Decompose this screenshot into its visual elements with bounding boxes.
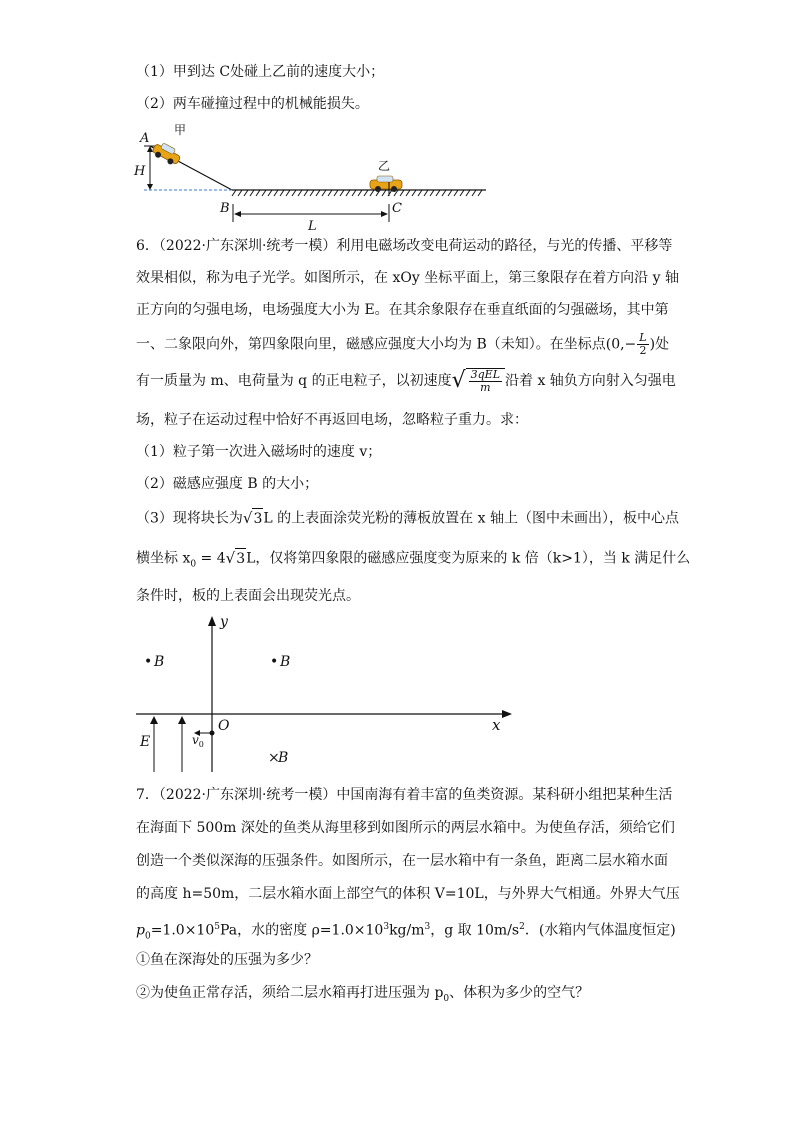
label-C: C — [392, 201, 402, 216]
label-y: y — [220, 614, 228, 630]
q6-line-4-tail: )处 — [649, 336, 670, 353]
label-B-quadrant-4: B — [278, 750, 289, 766]
car-jia-icon — [150, 140, 182, 167]
q7-line-3: 创造一个类似深海的压强条件。如图所示，在一层水箱中有一条鱼，距离二层水箱水面 — [136, 853, 668, 869]
q6-line-6: 场，粒子在运动过程中恰好不再返回电场，忽略粒子重力。求： — [136, 412, 528, 428]
q6-subquestion-2: （2）磁感应强度 B 的大小； — [136, 476, 319, 492]
label-yi: 乙 — [378, 159, 391, 173]
label-E: E — [140, 734, 151, 750]
q5-ramp-figure — [128, 120, 498, 232]
field-out-dot-1: • — [144, 654, 153, 670]
label-B: B — [220, 201, 230, 216]
label-H: H — [134, 164, 146, 179]
q6-line-1: 6．（2022·广东深圳·统考一模）利用电磁场改变电荷运动的路径，与光的传播、平移等 — [136, 238, 673, 254]
q7-line-2: 在海面下 500m 深处的鱼类从海里移到如图所示的两层水箱中。为使鱼存活，须给它们 — [136, 820, 675, 836]
q7-sub2-tail: 、体积为多少的空气？ — [449, 985, 590, 1001]
label-x: x — [492, 716, 501, 734]
q6-subquestion-3-line-2 — [136, 548, 690, 574]
q7-subquestion-1: ①鱼在深海处的压强为多少？ — [136, 952, 318, 968]
gravity-text: ，g 取 10m/s — [430, 922, 520, 939]
q6-line-5 — [136, 368, 676, 394]
label-v0: $v_0$ — [192, 733, 204, 749]
label-O: O — [218, 718, 230, 734]
q6-subquestion-3 — [136, 508, 679, 529]
q6-line-4-text: 一、二象限向外，第四象限向里，磁感应强度大小均为 B（未知）。在坐标点(0,− — [136, 336, 637, 353]
q7-line-4: 的高度 h=50m，二层水箱水面上部空气的体积 V=10L，与外界大气相通。外界大气压 — [136, 886, 680, 902]
field-in-cross: × — [268, 750, 280, 766]
field-out-dot-2: • — [270, 654, 279, 670]
q6-sub3-text: （3）现将块长为 — [136, 510, 243, 527]
gravity-exponent: 2 — [519, 922, 525, 932]
q6-line-4 — [136, 332, 669, 357]
sqrt-3-b: √ 3 — [225, 549, 246, 567]
temperature-note: ．(水箱内气体温度恒定) — [524, 922, 676, 939]
initial-velocity-sqrt: √ $\frac{\text{3qEL}}{m}$ — [452, 368, 505, 394]
label-jia: 甲 — [174, 123, 187, 137]
q6-line-5-text: 有一质量为 m、电荷量为 q 的正电粒子，以初速度 — [136, 373, 452, 389]
q7-sub2-subscript: 0 — [443, 993, 450, 1004]
x-axis-arrow — [502, 710, 512, 718]
label-L: L — [308, 219, 317, 232]
q6-coordinate-figure — [128, 612, 528, 780]
p0-value: =1.0×10 — [150, 922, 215, 939]
q6-sub3-condition: L，仅将第四象限的磁感应强度变为原来的 k 倍（k>1），当 k 满足什么 — [246, 550, 691, 567]
x0-subscript: 0 — [190, 559, 197, 570]
label-B-quadrant-2: B — [154, 654, 165, 670]
sqrt-3: √ 3 — [242, 509, 263, 527]
q6-subquestion-3-line-3: 条件时，板的上表面会出现荧光点。 — [136, 588, 360, 604]
label-A: A — [140, 131, 150, 146]
q6-subquestion-1: （1）粒子第一次进入磁场时的速度 v； — [136, 444, 382, 460]
p0-subscript: 0 — [144, 931, 151, 942]
density-unit-exponent: 3 — [424, 922, 431, 932]
q6-line-2: 效果相似，称为电子光学。如图所示，在 xOy 坐标平面上，第三象限存在着方向沿 y 轴 — [136, 270, 679, 286]
y-axis-arrow — [208, 616, 216, 626]
q6-line-3: 正方向的匀强电场，电场强度大小为 E。在其余象限存在垂直纸面的匀强磁场，其中第 — [136, 302, 669, 318]
p0-symbol: p — [136, 922, 145, 939]
q7-line-1: 7．（2022·广东深圳·统考一模）中国南海有着丰富的鱼类资源。某科研小组把某种生活 — [136, 787, 673, 803]
q6-line-5-tail: 沿着 x 轴负方向射入匀强电 — [505, 373, 676, 389]
label-B-quadrant-1: B — [280, 654, 291, 670]
x0-label: 横坐标 x — [136, 550, 191, 567]
p0-exponent: 5 — [214, 922, 220, 932]
ground-hatching — [232, 190, 482, 196]
q6-sub3-tail: L 的上表面涂荧光粉的薄板放置在 x 轴上（图中未画出），板中心点 — [263, 510, 679, 527]
density-unit: kg/m — [389, 922, 425, 939]
q7-subquestion-2 — [136, 983, 589, 1009]
x0-equals: = 4 — [196, 550, 226, 567]
density-text: Pa，水的密度 ρ=1.0×10 — [219, 922, 384, 939]
fraction-L-over-2: $\frac{L}{2}$ — [639, 331, 647, 357]
density-exponent: 3 — [383, 922, 390, 932]
q5-subquestion-1: （1）甲到达 C处碰上乙前的速度大小； — [136, 64, 385, 80]
q7-line-5 — [136, 917, 676, 946]
q7-sub2-text: ②为使鱼正常存活，须给二层水箱再打进压强为 p — [136, 985, 444, 1001]
q5-subquestion-2: （2）两车碰撞过程中的机械能损失。 — [136, 96, 369, 112]
